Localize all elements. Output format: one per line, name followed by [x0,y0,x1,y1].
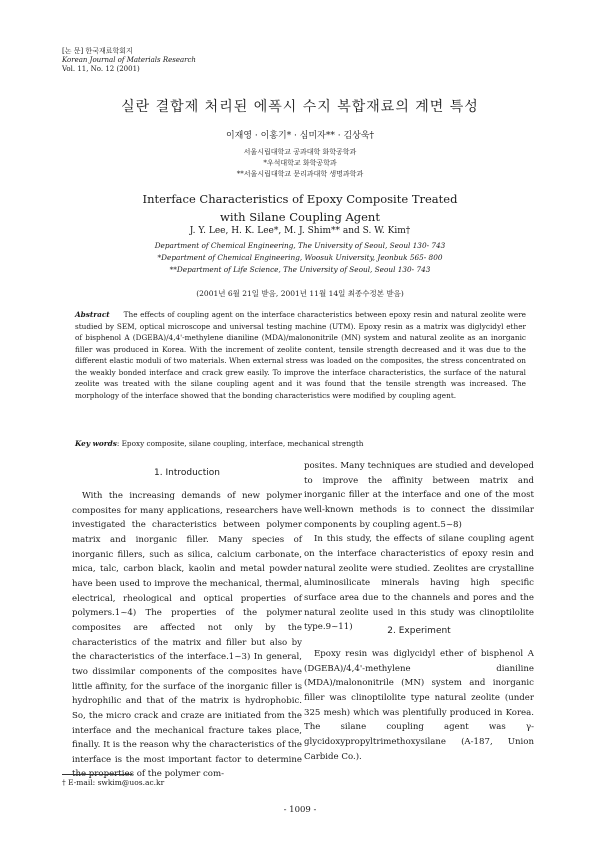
authors-korean: 이재영 · 이홍기* · 심미자** · 김상욱† [225,131,375,141]
intro-paragraph-2: In this study, the effects of silane coupling agent on the interface characteristics of epoxy resin and natural zeolite were studied. Zeolites are crystalline aluminosilicate minerals having high specific surface area due to the channels and pores and the natural zeolite used in this study was clinoptilolite type.9~11) [304,534,534,633]
affiliation-ko-2: *우석대학교 화학공학과 [263,159,337,167]
affiliation-ko-3: **서울시립대학교 문리과대학 생명과학과 [236,170,364,178]
title-korean: 실란 결합제 처리된 에폭시 수지 복합재료의 계면 특성 [121,99,479,115]
footnote-email: † E-mail: swkim@uos.ac.kr [62,778,165,787]
page-number: - 1009 - [283,805,317,815]
keywords [75,439,526,448]
affiliation-en-1: Department of Chemical Engineering, The University of Seoul, Seoul 130- 743 [154,241,446,250]
affiliations-korean [0,147,600,180]
abstract [75,309,526,401]
journal-volume: Vol. 11, No. 12 (2001) [62,65,140,73]
title-english [0,190,600,226]
footnote-divider [62,774,132,775]
intro-paragraph-1-continued: posites. Many techniques are studied and developed to improve the affinity between matrix and inorganic filler at the interface and one of the most well-known methods is to connect the dissimilar components by coupling agent.5~8) [304,461,534,530]
authors-english: J. Y. Lee, H. K. Lee*, M. J. Shim** and S. W. Kim† [189,226,411,236]
column-left [72,489,302,782]
column-right-experiment [304,647,534,764]
journal-header [62,47,196,74]
abstract-label: Abstract [75,310,110,319]
affiliation-ko-1: 서울시립대학교 공과대학 화학공학과 [243,148,357,156]
journal-name-ko: [논 문] 한국재료학회지 [62,47,133,55]
affiliation-en-3: **Department of Life Science, The University of Seoul, Seoul 130- 743 [169,265,431,274]
section-heading-introduction: 1. Introduction [154,468,220,478]
affiliations-english [0,240,600,276]
intro-paragraph-1: With the increasing demands of new polymer composites for many applications, researchers have investigated the characteristics between polymer matrix and inorganic filler. Many species of inorganic fillers, such as silica, calcium carbonate, mica, talc, carbon black, kaolin and metal powder have been used to improve the mechanical, thermal, electrical, rheological and optical properties of polymers.1~4) The properties of the polymer composites are affected not only by the characteristics of the matrix and filler but also by the characteristics of the interface.1~3) In general, two dissimilar components of the composites have little affinity, for the surface of the inorganic filler is hydrophilic and that of the matrix is hydrophobic. So, the micro crack and craze are initiated from the interface and the mechanical fracture takes place, finally. It is the reason why the characteristics of the interface is the most important factor to determine the properties of the polymer com- [72,491,302,780]
keywords-label: Key words [75,439,117,448]
keywords-text: : Epoxy composite, silane coupling, interface, mechanical strength [116,439,364,448]
title-english-line-2: with Silane Coupling Agent [220,210,380,224]
experiment-paragraph-1: Epoxy resin was diglycidyl ether of bisphenol A (DGEBA)/4,4'-methylene dianiline (MDA)/malononitrile (MN) system and inorganic filler was clinoptilolite type natural zeolite (under 325 mesh) which was plentifully produced in Korea. The silane coupling agent was γ-glycidoxypropyltrimethoxysilane (A-187, Union Carbide Co.). [304,649,534,762]
abstract-text: The effects of coupling agent on the interface characteristics between epoxy resin and natural zeolite were studied by SEM, optical microscope and universal testing machine (UTM). Epoxy resin as a matrix was diglycidyl ether of bisphenol A (DGEBA)/4,4'-methylene dianiline (MDA)/malononitrile (MN) system and natural zeolite as an inorganic filler was produced in Korea. With the increment of zeolite content, tensile strength decreased and it was due to the different elastic moduli of two materials. When external stress was loaded on the composites, the stress concentrated on the weakly bonded interface and crack grew easily. To improve the interface characteristics, the surface of the natural zeolite was treated with the silane coupling agent and it was found that the tensile strength was increased. The morphology of the interface showed that the bonding characteristics were modified by coupling agent. [75,310,526,400]
received-dates: (2001년 6월 21일 받음, 2001년 11월 14일 최종수정본 받음) [196,289,404,298]
journal-name-en: Korean Journal of Materials Research [62,56,196,64]
title-english-line-1: Interface Characteristics of Epoxy Composite Treated [142,192,458,206]
section-heading-experiment: 2. Experiment [387,626,451,636]
affiliation-en-2: *Department of Chemical Engineering, Woosuk University, Jeonbuk 565- 800 [157,253,443,262]
column-right [304,459,534,635]
